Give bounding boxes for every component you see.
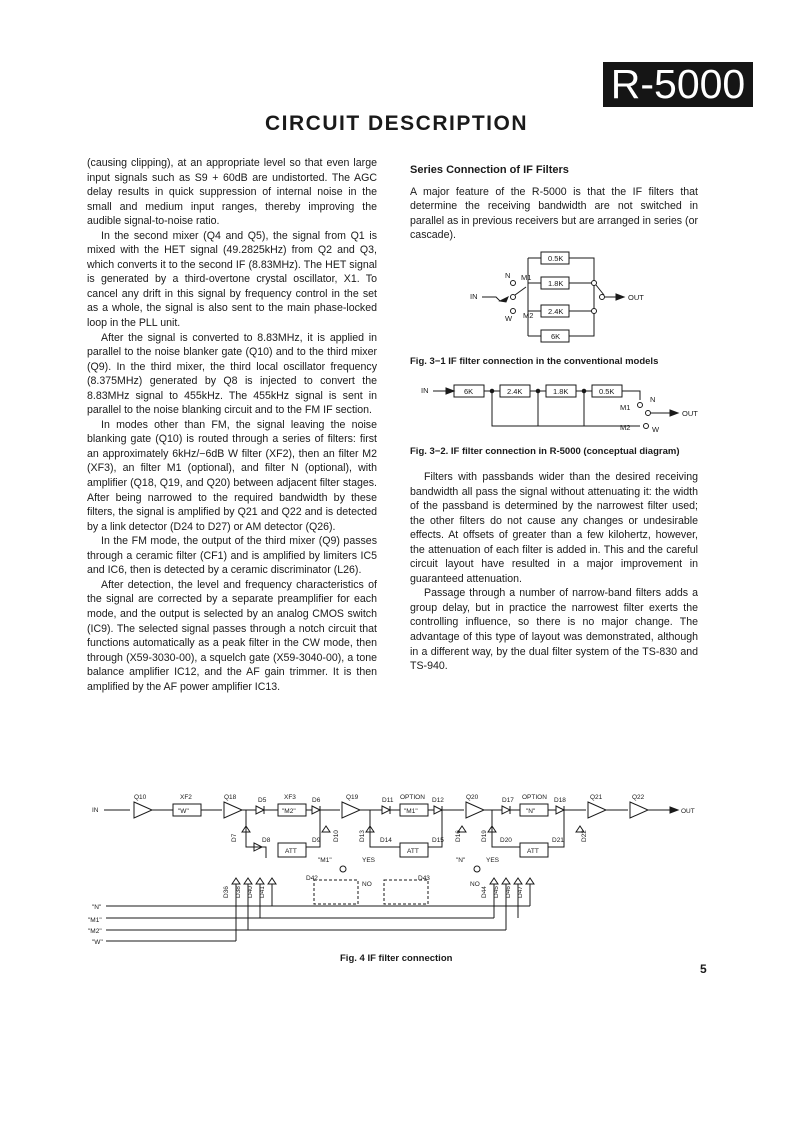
diode-label: D7 [231,833,238,842]
transistor-label: Q21 [590,794,603,801]
in-label: IN [470,292,478,301]
diode-label: D17 [502,797,514,804]
control-bus [88,884,530,946]
diode-label: D18 [554,797,566,804]
filter-ref: OPTION [522,794,547,801]
control-label: "W" [92,939,103,946]
paragraph: In the second mixer (Q4 and Q5), the signal from Q1 is mixed with the HET signal (49.2825kHz) from Q2 and Q3, which converts it to the second IF (8.83MHz). The HET signal is generated by a third-overtone crystal oscillator, X1. To cancel any drift in this signal by frequency control in the set as a whole, the signal is also sent to the main phase-locked loop in the PLL unit. [87,229,377,330]
in-label: IN [421,386,429,395]
out-arrow [670,410,678,416]
filter-label: 0.5K [548,254,564,263]
bus-diodes [223,878,534,898]
diode-label: D22 [581,830,588,842]
switch-label-m2: M2 [620,423,631,432]
diode-label: D46 [505,886,512,898]
diode-d11 [382,806,390,814]
filter-label: "W" [178,808,189,815]
out-label: OUT [681,808,695,815]
diode-row-left [232,878,276,884]
switch-label-m2: M2 [523,311,534,320]
filter-label: 2.4K [548,307,564,316]
no-label: NO [470,881,480,888]
paragraph: In modes other than FM, the signal leaving the noise blanking gate (Q10) is routed through a series of filters: first an approximately 6kHz/−6dB W filter (XF2), then an filter M2 (XF3), an filter M1 (optional), and filter N (optional), with amplifier (Q18, Q19, and Q20) between adjacent filter stages. After being narrowed to the required bandwidth by these filters, the signal is amplified by Q21 and Q22 and is detected by a link detector (D24 to D27) or AM detector (Q26). [87,418,377,533]
amplifier-q18 [224,802,242,818]
switch-label-n: "N" [456,857,466,864]
diode-label: D5 [258,797,267,804]
switch-contact [340,866,346,872]
switch-contact [644,424,649,429]
diode-label: D38 [235,886,242,898]
diode-d12 [434,806,442,814]
switch-contact [511,281,516,286]
switch-label-w: W [505,314,513,323]
figure-3-1 [470,252,644,342]
wire [569,258,594,336]
switch-contact [474,866,480,872]
paragraph: After the signal is converted to 8.83MHz, it is applied in parallel to the noise blanker gate (Q10) and to the third mixer (Q9). In the third mixer, the third local oscillator frequency (8.375MHz) generated by Q8 is injected to convert the 8.83MHz signal to 455kHz. The 455kHz signal is sent in parallel to the noise blanking circuit and to the FM IF section. [87,331,377,417]
amplifier-q19 [342,802,360,818]
yes-label: YES [362,857,376,864]
amplifier-q20 [466,802,484,818]
switch-label-n: N [650,395,656,404]
diode-label: D9 [312,837,321,844]
wire [482,297,500,301]
bus-lines [106,906,530,941]
diode-d6 [312,806,320,814]
switch-contact [638,403,643,408]
diode-label: D40 [247,886,254,898]
diode-label: D14 [380,837,392,844]
switch-label-w: W [652,425,660,434]
in-label: IN [92,807,99,814]
section-heading: Series Connection of IF Filters [410,164,569,176]
figure-4 [88,794,695,946]
out-arrow [616,294,624,300]
switch-label-m1: M1 [620,403,631,412]
figure-caption-3-1: Fig. 3−1 IF filter connection in the conventional models [410,356,659,367]
diode-label: D13 [359,830,366,842]
switch-contact [592,309,597,314]
filter-ref: XF2 [180,794,192,801]
junction-dot [582,389,586,393]
diode-label: D42 [306,875,318,882]
no-label: NO [362,881,372,888]
switch-label-n: N [505,271,511,280]
in-arrow [500,297,508,302]
out-label: OUT [682,409,698,418]
wire [528,258,541,336]
control-label: "M2" [88,928,102,935]
switch-label-m1: M1 [521,273,532,282]
switch-arm [515,287,526,295]
shunt-diode [322,826,330,832]
switch-contact [600,295,605,300]
filter-label: "N" [526,808,536,815]
bypass-wire [246,810,320,858]
figure-3-2 [421,385,698,434]
filter-label: "M2" [282,808,296,815]
diode-label: D47 [517,886,524,898]
filter-ref: XF3 [284,794,296,801]
amplifier-q21 [588,802,606,818]
diode-d17 [502,806,510,814]
paragraph: A major feature of the R-5000 is that the IF filters that determine the receiving bandwidth are not switched in parallel as in previous receivers but are arranged in series (or cascade). [410,185,698,242]
paragraph: After detection, the level and frequency characteristics of the signal are corrected by a separate preamplifier for each mode, and the output is selected by an analog CMOS switch (IC9). The selected signal passes through a notch circuit that functions automatically as a peak filter in the CW mode, then through (X59-3030-00), a squelch gate (X59-3040-00), a tone balance amplifier IC12, and the AF gain trimmer. It is then amplified by the AF power amplifier IC13. [87,578,377,693]
att-label: ATT [285,848,297,855]
filter-ref: OPTION [400,794,425,801]
diode-label: D11 [382,797,394,804]
paragraph: In the FM mode, the output of the third mixer (Q9) passes through a ceramic filter (CF1) and is amplified by limiters IC5 and IC6, then is detected by a ceramic discriminator (L26). [87,535,377,577]
transistor-label: Q19 [346,794,359,801]
transistor-label: Q18 [224,794,237,801]
dashed-box [384,880,428,904]
switch-contact [511,295,516,300]
yes-label: YES [486,857,500,864]
att-section-3 [456,810,588,888]
diode-d5 [256,806,264,814]
wire [622,391,640,400]
control-label: "M1" [88,917,102,924]
diode-label: D10 [333,830,340,842]
filter-label: 0.5K [599,387,615,396]
model-badge: R-5000 [603,62,753,107]
switch-arm [596,285,604,295]
diode-label: D16 [455,830,462,842]
filter-label: 1.8K [553,387,569,396]
dashed-box [314,880,358,904]
in-arrow [446,388,454,394]
transistor-label: Q20 [466,794,479,801]
figure-caption-3-2: Fig. 3−2. IF filter connection in R-5000 (conceptual diagram) [410,446,680,457]
switch-contact [646,411,651,416]
switch-contact [592,281,597,286]
diode-label: D8 [262,837,271,844]
paragraph: Filters with passbands wider than the desired receiving bandwidth all pass the signal without attenuating it: the width of the passband is determined by the narrowest filter used; the other filters do not cause any changes or undesirable effects. At offsets of greater than a few kilohertz, however, the attenuation of each filter is added in. This and the careful circuit layout have resulted in a major improvement in guaranteed attenuation. [410,471,698,585]
out-arrow [670,807,678,813]
control-label: "N" [92,904,102,911]
filter-label: 6K [551,332,561,341]
diode-label: D12 [432,797,444,804]
att-section-2 [318,810,466,888]
switch-label-m1: "M1" [318,857,332,864]
diode-label: D19 [481,830,488,842]
switch-contact [511,309,516,314]
bypass-wire [492,391,640,426]
paragraph: Passage through a number of narrow-band filters adds a group delay, but in practice the narrowest filter exerts the controlling influence, so there is no major change. The advantage of this type of layout was demonstrated, although in a different way, by the dual filter system of the TS-830 and TS-940. [410,587,698,673]
diode-label: D41 [259,886,266,898]
att-label: ATT [527,848,539,855]
junction-dot [536,389,540,393]
diode-row-right [490,878,534,884]
transistor-label: Q10 [134,794,147,801]
page-number: 5 [700,962,707,976]
amplifier-q22 [630,802,648,818]
diode-label: D36 [223,886,230,898]
filter-label: 1.8K [548,279,564,288]
paragraph: (causing clipping), at an appropriate level so that even large input signals such as S9 + 60dB are undistorted. The AGC delay results in quick suppression of internal noise in the small and medium input ranges, thereby improving the audible signal-to-noise ratio. [87,157,377,228]
att-section-1 [231,810,340,858]
page-title: CIRCUIT DESCRIPTION [264,112,528,135]
filter-label: "M1" [404,808,418,815]
diode-label: D44 [481,886,488,898]
filter-label: 6K [464,387,474,396]
figure-caption-4: Fig. 4 IF filter connection [340,953,453,964]
out-label: OUT [628,293,644,302]
diode-label: D21 [552,837,564,844]
diode-d18 [556,806,564,814]
junction-dot [490,389,494,393]
amplifier-q10 [134,802,152,818]
filter-label: 2.4K [507,387,523,396]
diode-label: D20 [500,837,512,844]
transistor-label: Q22 [632,794,645,801]
diode-label: D43 [418,875,430,882]
diode-label: D45 [493,886,500,898]
att-label: ATT [407,848,419,855]
switch-diodes [306,875,430,904]
diode-label: D15 [432,837,444,844]
diode-label: D6 [312,797,321,804]
